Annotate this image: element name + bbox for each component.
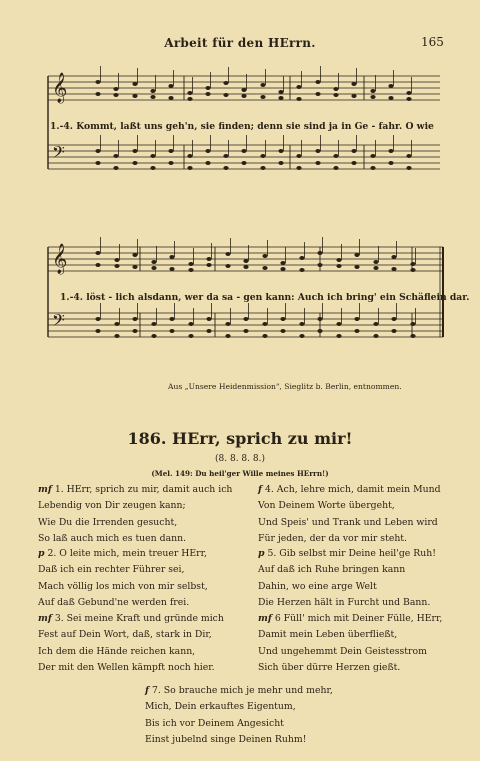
note-head <box>391 255 396 259</box>
note-head <box>280 329 285 333</box>
stanza-line: Der mit den Wellen kämpft noch hier. <box>38 661 215 673</box>
note-head <box>333 87 338 91</box>
note-head <box>95 149 100 153</box>
note-head <box>225 334 230 338</box>
note-head <box>132 329 137 333</box>
note-head <box>370 95 375 99</box>
note-head <box>315 161 320 165</box>
note-head <box>278 161 283 165</box>
note-head <box>317 251 322 255</box>
melody-reference: (Mel. 149: Du heil'ger Wille meines HErrn!) <box>151 469 329 478</box>
note-head <box>168 149 173 153</box>
note-head <box>351 149 356 153</box>
note-head <box>262 266 267 270</box>
note-head <box>299 334 304 338</box>
note-head <box>243 317 248 321</box>
note-head <box>278 90 283 94</box>
note-head <box>223 93 228 97</box>
note-head <box>370 166 375 170</box>
note-head <box>205 161 210 165</box>
dynamic-marking: p <box>258 548 265 559</box>
dynamic-marking: f <box>145 685 149 696</box>
note-head <box>95 263 100 267</box>
note-head <box>406 154 411 158</box>
note-head <box>95 251 100 255</box>
note-head <box>150 89 155 93</box>
note-head <box>296 97 301 101</box>
note-head <box>95 317 100 321</box>
note-head <box>205 86 210 90</box>
stanza-line: 6 Füll' mich mit Deiner Fülle, HErr, <box>274 613 443 624</box>
note-head <box>223 166 228 170</box>
stanza-3 <box>38 611 224 676</box>
note-head <box>260 166 265 170</box>
note-head <box>410 262 415 266</box>
note-head <box>132 253 137 257</box>
note-head <box>351 82 356 86</box>
dynamic-marking: mf <box>38 484 52 495</box>
note-head <box>150 95 155 99</box>
note-head <box>187 91 192 95</box>
stanza-line: Daß ich ein rechter Führer sei, <box>38 564 185 576</box>
stanza-line: 4. Ach, lehre mich, damit mein Mund <box>264 484 441 495</box>
note-head <box>278 96 283 100</box>
note-head <box>317 263 322 267</box>
note-head <box>317 317 322 321</box>
note-head <box>132 265 137 269</box>
stanza-2 <box>38 546 208 611</box>
note-head <box>336 258 341 262</box>
note-head <box>187 154 192 158</box>
note-head <box>391 329 396 333</box>
note-head <box>169 317 174 321</box>
note-head <box>225 322 230 326</box>
note-head <box>188 334 193 338</box>
note-head <box>168 161 173 165</box>
note-head <box>388 149 393 153</box>
note-head <box>151 260 156 264</box>
stanza-line: Sich über dürre Herzen gießt. <box>258 661 401 673</box>
note-head <box>410 268 415 272</box>
running-header: Arbeit für den HErrn. <box>164 36 316 50</box>
dynamic-marking: mf <box>258 613 272 624</box>
note-head <box>168 84 173 88</box>
note-head <box>95 161 100 165</box>
note-head <box>114 264 119 268</box>
note-head <box>351 161 356 165</box>
note-head <box>388 96 393 100</box>
note-head <box>296 154 301 158</box>
note-head <box>205 92 210 96</box>
note-head <box>278 149 283 153</box>
stanza-line: 2. O leite mich, mein treuer HErr, <box>47 548 207 559</box>
note-head <box>188 262 193 266</box>
note-head <box>354 317 359 321</box>
dynamic-marking: mf <box>38 613 52 624</box>
note-head <box>169 267 174 271</box>
note-head <box>241 149 246 153</box>
note-head <box>243 259 248 263</box>
stanza-line: 5. Gib selbst mir Deine heil'ge Ruh! <box>267 548 436 559</box>
music-score <box>0 0 480 380</box>
note-head <box>206 317 211 321</box>
note-head <box>410 322 415 326</box>
note-head <box>188 268 193 272</box>
note-head <box>113 87 118 91</box>
stanza-line: Fest auf Dein Wort, daß, stark in Dir, <box>38 629 212 641</box>
note-head <box>388 161 393 165</box>
stanza-line: 7. So brauche mich je mehr und mehr, <box>151 685 333 696</box>
note-head <box>113 154 118 158</box>
note-head <box>150 166 155 170</box>
note-head <box>223 81 228 85</box>
note-head <box>150 154 155 158</box>
note-head <box>336 322 341 326</box>
dynamic-marking: p <box>38 548 45 559</box>
note-head <box>406 91 411 95</box>
note-head <box>388 84 393 88</box>
note-head <box>262 254 267 258</box>
note-head <box>336 264 341 268</box>
lyric-line-1: 1.-4. Kommt, laßt uns geh'n, sie finden; denn sie sind ja in Ge - fahr. O wie <box>50 121 434 132</box>
hymn-title: 186. HErr, sprich zu mir! <box>127 429 353 448</box>
note-head <box>206 263 211 267</box>
note-head <box>113 166 118 170</box>
bass-clef-icon: 𝄢 <box>52 310 65 334</box>
note-head <box>315 92 320 96</box>
note-head <box>373 334 378 338</box>
note-head <box>333 93 338 97</box>
note-head <box>206 329 211 333</box>
hymn-meter: (8. 8. 8. 8.) <box>215 454 265 464</box>
note-head <box>151 334 156 338</box>
note-head <box>169 255 174 259</box>
note-head <box>169 329 174 333</box>
stanza-line: Ich dem die Hände reichen kann, <box>38 645 196 657</box>
note-head <box>333 166 338 170</box>
note-head <box>225 252 230 256</box>
stanza-line: Wie Du die Irrenden gesucht, <box>38 516 178 528</box>
note-head <box>262 334 267 338</box>
note-head <box>168 96 173 100</box>
note-head <box>333 154 338 158</box>
stanza-line: Auf daß ich Ruhe bringen kann <box>258 564 406 576</box>
note-head <box>336 334 341 338</box>
note-head <box>206 257 211 261</box>
note-head <box>299 322 304 326</box>
note-head <box>296 85 301 89</box>
note-head <box>243 265 248 269</box>
source-credit: Aus „Unsere Heidenmission", Sieglitz b. Berlin, entnommen. <box>168 382 402 391</box>
note-head <box>299 256 304 260</box>
note-head <box>132 94 137 98</box>
note-head <box>280 267 285 271</box>
note-head <box>151 322 156 326</box>
page-number: 165 <box>421 35 444 49</box>
stanza-line: Lebendig von Dir zeugen kann; <box>38 500 186 512</box>
note-head <box>113 93 118 97</box>
note-head <box>241 88 246 92</box>
stanza-line: Mach völlig los mich von mir selbst, <box>38 580 208 592</box>
note-head <box>406 97 411 101</box>
note-head <box>95 329 100 333</box>
note-head <box>391 317 396 321</box>
stanza-line: Für jeden, der da vor mir steht. <box>258 532 407 544</box>
note-head <box>351 94 356 98</box>
note-head <box>315 80 320 84</box>
note-head <box>241 94 246 98</box>
note-head <box>243 329 248 333</box>
stanza-line: Dahin, wo eine arge Welt <box>258 580 377 592</box>
note-head <box>373 260 378 264</box>
note-head <box>260 83 265 87</box>
stanza-line: 1. HErr, sprich zu mir, damit auch ich <box>54 484 233 495</box>
note-head <box>132 149 137 153</box>
note-head <box>391 267 396 271</box>
note-head <box>370 89 375 93</box>
note-head <box>151 266 156 270</box>
note-head <box>373 322 378 326</box>
stanza-7 <box>145 683 333 748</box>
stanza-4 <box>258 482 441 547</box>
stanza-1 <box>38 482 232 547</box>
note-head <box>315 149 320 153</box>
stanza-6 <box>258 611 442 676</box>
stanza-line: Von Deinem Worte übergeht, <box>258 500 395 512</box>
note-head <box>260 154 265 158</box>
stanza-line: So laß auch mich es tuen dann. <box>38 532 187 544</box>
stanza-line: Bis ich vor Deinem Angesicht <box>145 717 284 729</box>
note-head <box>373 266 378 270</box>
note-head <box>114 258 119 262</box>
note-head <box>299 268 304 272</box>
stanza-line: Die Herzen hält in Furcht und Bann. <box>258 596 431 608</box>
stanza-line: Mich, Dein erkauftes Eigentum, <box>145 701 296 713</box>
note-head <box>354 253 359 257</box>
dynamic-marking: f <box>258 484 262 495</box>
note-head <box>280 261 285 265</box>
note-head <box>280 317 285 321</box>
stanza-line: Und Speis' und Trank und Leben wird <box>258 516 438 528</box>
note-head <box>95 92 100 96</box>
note-head <box>223 154 228 158</box>
note-head <box>188 322 193 326</box>
note-head <box>260 95 265 99</box>
note-head <box>114 322 119 326</box>
stanza-5 <box>258 546 436 611</box>
stanza-line: Einst jubelnd singe Deinen Ruhm! <box>145 733 307 745</box>
treble-clef-icon: 𝄞 <box>52 73 68 103</box>
note-head <box>95 80 100 84</box>
note-head <box>317 329 322 333</box>
note-head <box>410 334 415 338</box>
note-head <box>296 166 301 170</box>
note-head <box>132 317 137 321</box>
stanza-line: Und ungehemmt Dein Geistesstrom <box>258 645 427 657</box>
note-head <box>187 97 192 101</box>
note-head <box>262 322 267 326</box>
note-head <box>241 161 246 165</box>
lyric-line-2: 1.-4. löst - lich alsdann, wer da sa - gen kann: Auch ich bring' ein Schäflein dar. <box>60 292 470 303</box>
note-head <box>370 154 375 158</box>
note-head <box>187 166 192 170</box>
stanza-line: Damit mein Leben überfließt, <box>258 629 398 641</box>
stanza-line: Auf daß Gebund'ne werden frei. <box>38 596 190 608</box>
note-head <box>354 265 359 269</box>
note-head <box>114 334 119 338</box>
note-head <box>406 166 411 170</box>
note-head <box>225 264 230 268</box>
bass-clef-icon: 𝄢 <box>52 142 65 166</box>
note-head <box>132 82 137 86</box>
note-head <box>354 329 359 333</box>
note-head <box>132 161 137 165</box>
note-head <box>205 149 210 153</box>
treble-clef-icon: 𝄞 <box>52 244 68 274</box>
stanza-line: 3. Sei meine Kraft und gründe mich <box>54 613 224 624</box>
